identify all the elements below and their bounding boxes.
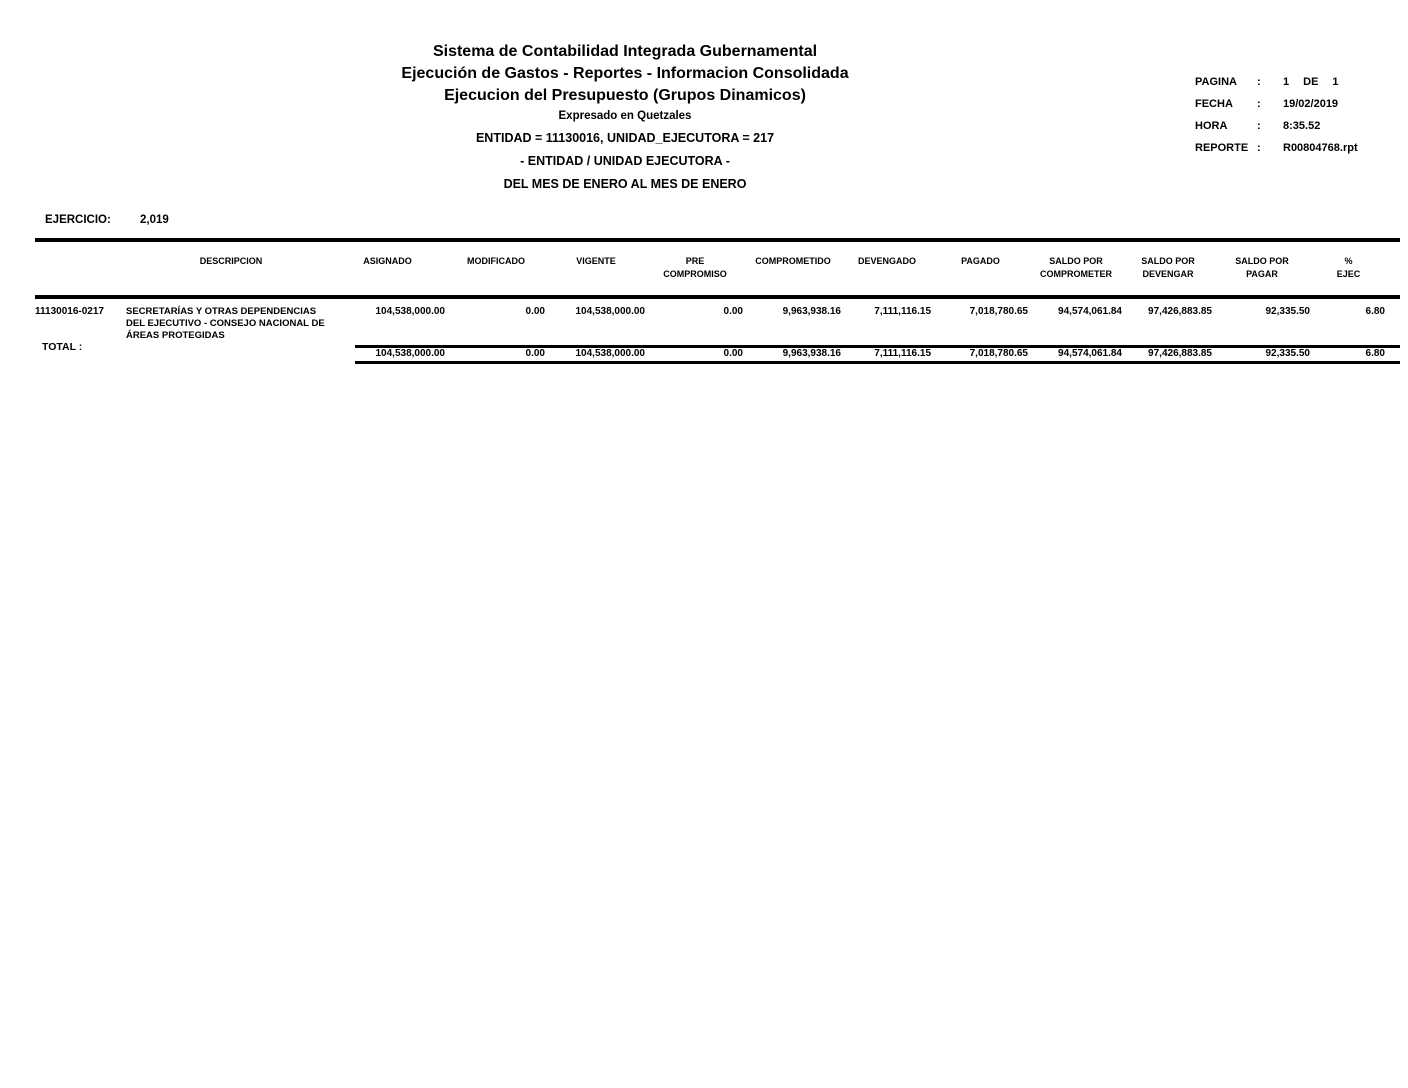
total-comprometido: 9,963,938.16: [782, 348, 841, 359]
meta-row-hora: [1195, 120, 1395, 132]
pagina-value: [1283, 76, 1339, 88]
pagina-colon: :: [1257, 76, 1261, 88]
header-pagado: PAGADO: [961, 256, 1000, 266]
report-entity-filter: ENTIDAD = 11130016, UNIDAD_EJECUTORA = 217: [475, 131, 775, 145]
row-saldo-por-pagar: 92,335.50: [1265, 306, 1310, 317]
fecha-colon: :: [1257, 98, 1261, 110]
report-meta-block: [1195, 76, 1395, 164]
header-pct-ejec: % EJEC: [1336, 256, 1361, 279]
ejercicio-value: 2,019: [140, 214, 169, 226]
report-currency-note: Expresado en Quetzales: [558, 110, 692, 122]
fecha-label: FECHA: [1195, 98, 1233, 110]
row-pagado: 7,018,780.65: [969, 306, 1028, 317]
header-saldo-por-pagar: SALDO POR PAGAR: [1235, 256, 1289, 279]
report-title-block: [125, 44, 1125, 191]
hora-label: HORA: [1195, 120, 1228, 132]
total-modificado: 0.00: [525, 348, 545, 359]
total-vigente: 104,538,000.00: [575, 348, 645, 359]
header-pre-compromiso: PRE COMPROMISO: [663, 256, 727, 279]
reporte-colon: :: [1257, 142, 1261, 154]
header-modificado: MODIFICADO: [467, 256, 525, 266]
header-asignado: ASIGNADO: [363, 256, 412, 266]
total-label: TOTAL :: [42, 341, 83, 353]
meta-row-fecha: [1195, 98, 1395, 110]
total-asignado: 104,538,000.00: [375, 348, 445, 359]
report-period: DEL MES DE ENERO AL MES DE ENERO: [503, 177, 747, 191]
header-saldo-por-devengar: SALDO POR DEVENGAR: [1141, 256, 1195, 279]
pagina-label: PAGINA: [1195, 76, 1237, 88]
total-pct-ejec: 6.80: [1365, 348, 1385, 359]
hora-value: 8:35.52: [1283, 120, 1321, 132]
header-descripcion: DESCRIPCION: [199, 256, 263, 266]
row-devengado: 7,111,116.15: [874, 306, 931, 317]
header-vigente: VIGENTE: [576, 256, 616, 266]
row-code: 11130016-0217: [35, 306, 104, 317]
row-saldo-por-devengar: 97,426,883.85: [1148, 306, 1212, 317]
meta-row-pagina: [1195, 76, 1395, 88]
row-vigente: 104,538,000.00: [575, 306, 645, 317]
reporte-value: R00804768.rpt: [1283, 142, 1358, 154]
header-comprometido: COMPROMETIDO: [755, 256, 831, 266]
table-header-rule: [35, 295, 1400, 299]
pagina-de: DE: [1303, 76, 1319, 88]
total-pagado: 7,018,780.65: [969, 348, 1028, 359]
pagina-num: 1: [1283, 76, 1290, 88]
total-saldo-por-pagar: 92,335.50: [1265, 348, 1310, 359]
ejercicio-label: EJERCICIO:: [45, 214, 111, 226]
total-devengado: 7,111,116.15: [874, 348, 931, 359]
fecha-value: 19/02/2019: [1283, 98, 1339, 110]
reporte-label: REPORTE: [1195, 142, 1249, 154]
row-modificado: 0.00: [525, 306, 545, 317]
report-grouping: - ENTIDAD / UNIDAD EJECUTORA -: [520, 154, 730, 168]
report-title-line-3: Ejecucion del Presupuesto (Grupos Dinamicos): [444, 87, 806, 104]
total-bottom-rule: [355, 361, 1400, 364]
header-saldo-por-comprometer: SALDO POR COMPROMETER: [1040, 256, 1112, 279]
row-descripcion: SECRETARÍAS Y OTRAS DEPENDENCIAS DEL EJECUTIVO - CONSEJO NACIONAL DE ÁREAS PROTEGIDAS: [126, 306, 325, 341]
total-saldo-por-comprometer: 94,574,061.84: [1058, 348, 1122, 359]
row-comprometido: 9,963,938.16: [782, 306, 841, 317]
row-pct-ejec: 6.80: [1365, 306, 1385, 317]
report-title-line-2: Ejecución de Gastos - Reportes - Informacion Consolidada: [401, 65, 849, 82]
total-saldo-por-devengar: 97,426,883.85: [1148, 348, 1212, 359]
total-pre-compromiso: 0.00: [723, 348, 743, 359]
row-asignado: 104,538,000.00: [375, 306, 445, 317]
header-devengado: DEVENGADO: [857, 256, 916, 266]
hora-colon: :: [1257, 120, 1261, 132]
row-saldo-por-comprometer: 94,574,061.84: [1058, 306, 1122, 317]
report-title-line-1: Sistema de Contabilidad Integrada Gubernamental: [432, 43, 818, 60]
meta-row-reporte: [1195, 142, 1395, 154]
row-pre-compromiso: 0.00: [723, 306, 743, 317]
pagina-total: 1: [1332, 76, 1339, 88]
table-top-rule: [35, 238, 1400, 242]
